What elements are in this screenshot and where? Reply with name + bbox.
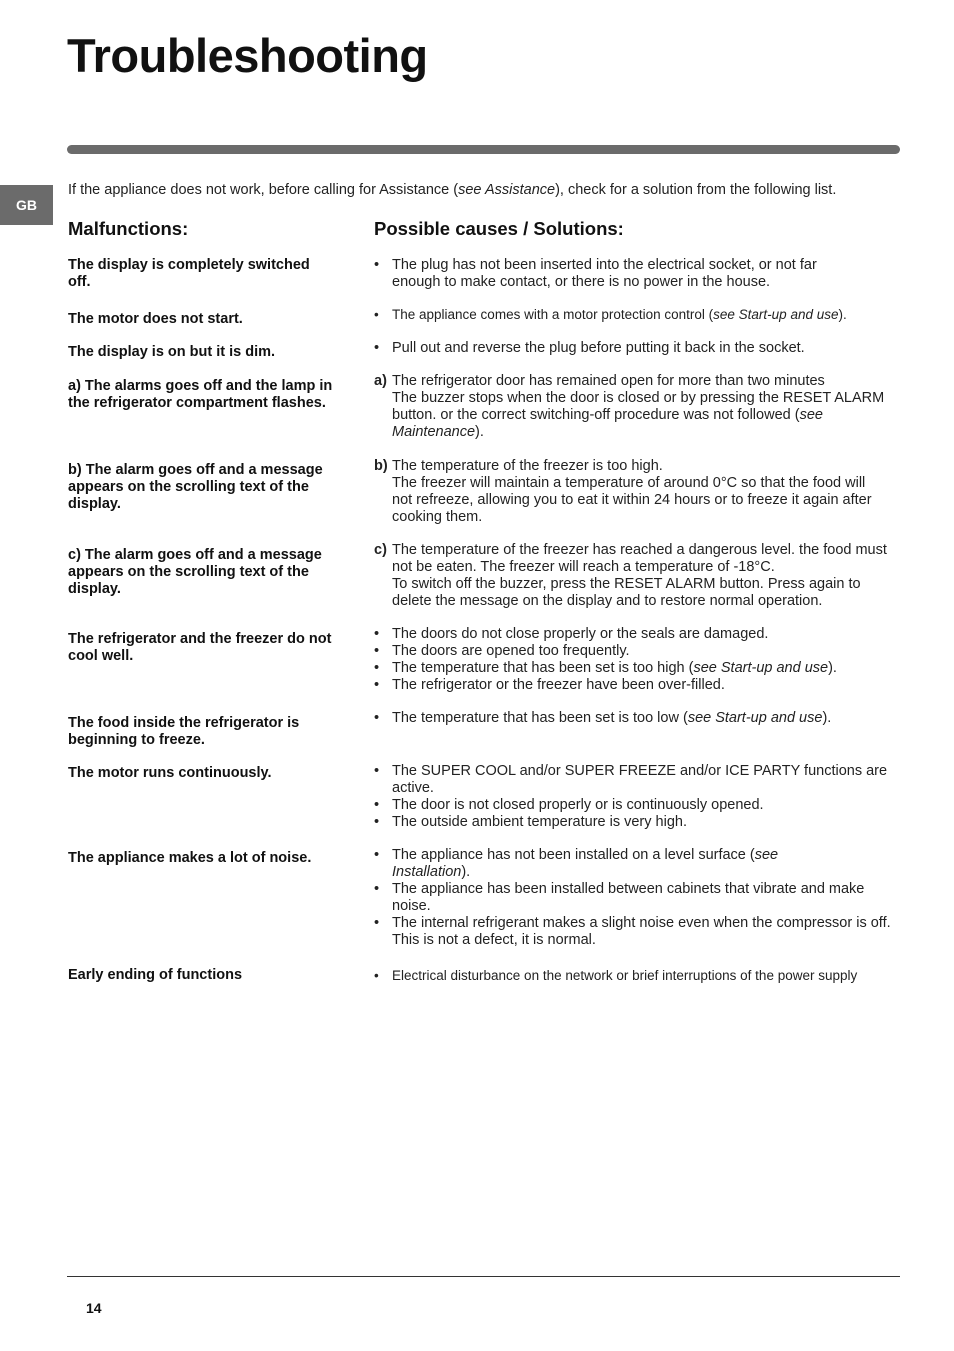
list-item: • The doors are opened too frequently. (374, 643, 630, 659)
malfunction-label: The display is completely switched off. (68, 257, 310, 290)
malfunction-label: The motor runs continuously. (68, 765, 272, 781)
malfunction-label: Early ending of functions (68, 967, 243, 983)
list-item: • The refrigerator or the freezer have been over-filled. (374, 677, 725, 693)
malfunction-label: The display is on but it is dim. (68, 344, 276, 360)
list-item: • Pull out and reverse the plug before putting it back in the socket. (374, 340, 805, 356)
solution-list (374, 340, 899, 357)
list-item: • The SUPER COOL and/or SUPER FREEZE and/or ICE PARTY functions are active. (374, 763, 888, 796)
solution-list (374, 710, 899, 727)
solution-list (374, 763, 899, 831)
footer-rule (67, 1276, 900, 1277)
intro-reference: see Assistance (458, 182, 556, 198)
solution-list (374, 967, 899, 984)
intro-after: ), check for a solution from the following list. (555, 182, 837, 198)
list-item: • The appliance has been installed between cabinets that vibrate and make noise. (374, 881, 865, 914)
page-number: 14 (86, 1300, 102, 1316)
solution-list (374, 458, 899, 526)
list-item: • The internal refrigerant makes a slight noise even when the compressor is off. This is not a defect, it is normal. (374, 915, 891, 948)
malfunction-label: b) The alarm goes off and a message appears on the scrolling text of the display. (68, 462, 323, 512)
list-item: • The temperature that has been set is too high (see Start-up and use). (374, 660, 837, 676)
list-item: • The outside ambient temperature is very high. (374, 814, 687, 830)
list-item: • Electrical disturbance on the network or brief interruptions of the power supply (374, 968, 858, 983)
malfunction-label: c) The alarm goes off and a message appears on the scrolling text of the display. (68, 547, 322, 597)
list-item: • The appliance has not been installed on a level surface (see Installation). (374, 847, 779, 880)
list-item: c) The temperature of the freezer has reached a dangerous level. the food must not be eaten. The freezer will reach a temperature of -18°C. To switch off the buzzer, press the RESET ALARM button. Press again to delete the message on the display and to restore normal operation. (374, 542, 887, 609)
list-item: a) The refrigerator door has remained open for more than two minutes The buzzer stops when the door is closed or by pressing the RESET ALARM button. or the correct switching-off procedure was not followed (see Maintenance). (374, 373, 885, 440)
solution-list (374, 847, 899, 949)
solution-list (374, 257, 899, 291)
solution-list (374, 306, 899, 323)
solutions-header: Possible causes / Solutions: (374, 218, 624, 239)
list-item: • The temperature that has been set is too low (see Start-up and use). (374, 710, 832, 726)
solution-list (374, 373, 899, 441)
list-item: • The plug has not been inserted into the electrical socket, or not far enough to make contact, or there is no power in the house. (374, 257, 817, 290)
solution-list (374, 542, 899, 610)
language-tab: GB (0, 185, 53, 225)
page-title: Troubleshooting (67, 29, 428, 82)
solution-list (374, 626, 899, 694)
list-item: • The door is not closed properly or is continuously opened. (374, 797, 764, 813)
list-item: • The doors do not close properly or the seals are damaged. (374, 626, 769, 642)
list-item: b) The temperature of the freezer is too high. The freezer will maintain a temperature of around 0°C so that the food will not refreeze, allowing you to eat it within 24 hours or to freeze it again after cooking them. (374, 458, 872, 525)
malfunction-label: The motor does not start. (68, 311, 243, 327)
list-item: • The appliance comes with a motor protection control (see Start-up and use). (374, 307, 847, 322)
malfunction-label: The appliance makes a lot of noise. (68, 850, 312, 866)
malfunction-label: a) The alarms goes off and the lamp in the refrigerator compartment flashes. (68, 378, 333, 411)
malfunctions-header: Malfunctions: (68, 218, 189, 239)
intro-paragraph (68, 182, 836, 198)
intro-before: If the appliance does not work, before calling for Assistance ( (68, 182, 459, 198)
malfunction-label: The refrigerator and the freezer do not cool well. (68, 631, 332, 664)
header-rule (67, 145, 900, 154)
malfunction-label: The food inside the refrigerator is beginning to freeze. (68, 715, 300, 748)
